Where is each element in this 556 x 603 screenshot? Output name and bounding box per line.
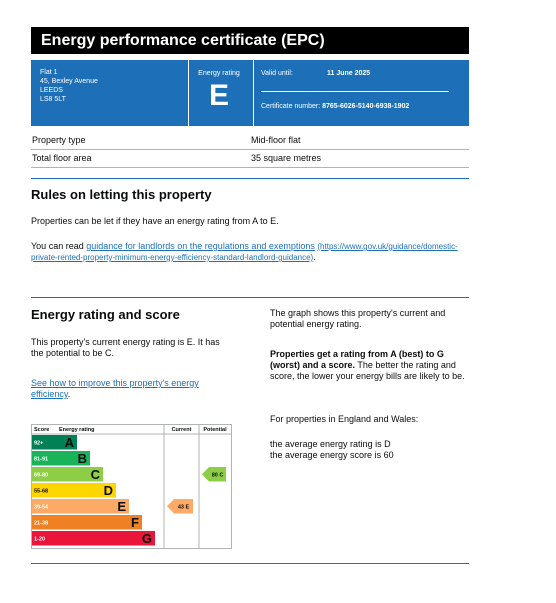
improve-link[interactable]: See how to improve this property's energy efficiency bbox=[31, 378, 199, 399]
section-divider bbox=[31, 563, 469, 564]
bold-text: Properties get a rating from A (best) to G (worst) and a score. bbox=[270, 349, 444, 370]
band-letter: E bbox=[117, 498, 126, 514]
certificate-number bbox=[261, 103, 409, 110]
row-value: 35 square metres bbox=[251, 153, 322, 163]
floor-area-row bbox=[31, 150, 469, 168]
property-type-row bbox=[31, 132, 469, 150]
england-text: For properties in England and Wales: bbox=[270, 414, 419, 424]
epc-rating-chart bbox=[31, 424, 232, 549]
guidance-url-link[interactable]: (https://www.gov.uk/guidance/domestic-private-rented-property-minimum-energy-efficiency-standard-landlord-guidance) bbox=[31, 242, 458, 262]
header-energy-rating: Energy rating bbox=[59, 427, 95, 433]
band-range-label: 81-91 bbox=[34, 456, 49, 463]
current-rating-label: 43 E bbox=[177, 504, 190, 511]
band-range-label: 92+ bbox=[34, 440, 44, 447]
band-range-label: 55-68 bbox=[34, 488, 49, 495]
valid-until-label: Valid until: bbox=[261, 70, 293, 77]
average-rating: the average energy rating is D bbox=[270, 439, 391, 449]
rating-heading: Energy rating and score bbox=[31, 307, 180, 322]
address-line: Flat 1 bbox=[40, 69, 58, 76]
text: The better the rating and score, the lower your energy bills are likely to be. bbox=[270, 360, 465, 381]
band-range-label: 69-80 bbox=[34, 472, 49, 479]
letting-heading: Rules on letting this property bbox=[31, 187, 212, 202]
energy-rating-value: E bbox=[208, 79, 229, 112]
band-bar bbox=[57, 531, 155, 546]
graph-explainer: The graph shows this property's current and potential energy rating. bbox=[270, 308, 446, 329]
current-rating-text: This property's current energy rating is E. It has the potential to be C. bbox=[31, 337, 220, 358]
address-line: 45, Bexley Avenue bbox=[40, 78, 98, 85]
energy-rating-label: Energy rating bbox=[198, 70, 240, 77]
band-range-label: 39-54 bbox=[34, 504, 49, 511]
header-current: Current bbox=[171, 427, 192, 433]
letting-para: Properties can be let if they have an energy rating from A to E. bbox=[31, 216, 279, 226]
text: You can read bbox=[31, 241, 87, 251]
guidance-para bbox=[31, 241, 461, 263]
row-value: Mid-floor flat bbox=[251, 135, 301, 145]
certificate-value: 8765-6026-5140-6938-1902 bbox=[322, 103, 410, 110]
row-key: Total floor area bbox=[32, 153, 92, 163]
header-potential: Potential bbox=[203, 427, 227, 433]
band-letter: D bbox=[103, 482, 113, 498]
text: . bbox=[313, 252, 316, 262]
improve-para bbox=[31, 378, 231, 400]
band-letter: G bbox=[141, 530, 152, 546]
band-letter: C bbox=[90, 466, 100, 482]
certificate-label: Certificate number: bbox=[261, 103, 321, 110]
text: . bbox=[67, 389, 71, 399]
summary-panel bbox=[31, 60, 469, 126]
valid-until-value: 11 June 2025 bbox=[327, 70, 371, 77]
row-key: Property type bbox=[32, 135, 86, 145]
section-divider bbox=[31, 178, 469, 179]
band-letter: A bbox=[64, 434, 74, 450]
band-letter: F bbox=[131, 514, 139, 530]
band-range-label: 21-38 bbox=[34, 520, 49, 527]
average-score: the average energy score is 60 bbox=[270, 450, 394, 460]
header-score: Score bbox=[34, 427, 50, 433]
rating-explainer bbox=[270, 349, 465, 382]
divider bbox=[253, 60, 254, 126]
section-divider bbox=[31, 297, 469, 298]
potential-rating-label: 80 C bbox=[211, 472, 224, 479]
address bbox=[40, 68, 98, 104]
guidance-link[interactable]: guidance for landlords on the regulations and exemptions bbox=[86, 241, 315, 251]
divider bbox=[261, 91, 449, 92]
address-line: LS8 5LT bbox=[40, 96, 66, 103]
band-range-label: 1-20 bbox=[34, 536, 46, 543]
band-letter: B bbox=[77, 450, 87, 466]
address-line: LEEDS bbox=[40, 87, 63, 94]
band-bar bbox=[57, 515, 142, 530]
page-title: Energy performance certificate (EPC) bbox=[31, 27, 469, 54]
